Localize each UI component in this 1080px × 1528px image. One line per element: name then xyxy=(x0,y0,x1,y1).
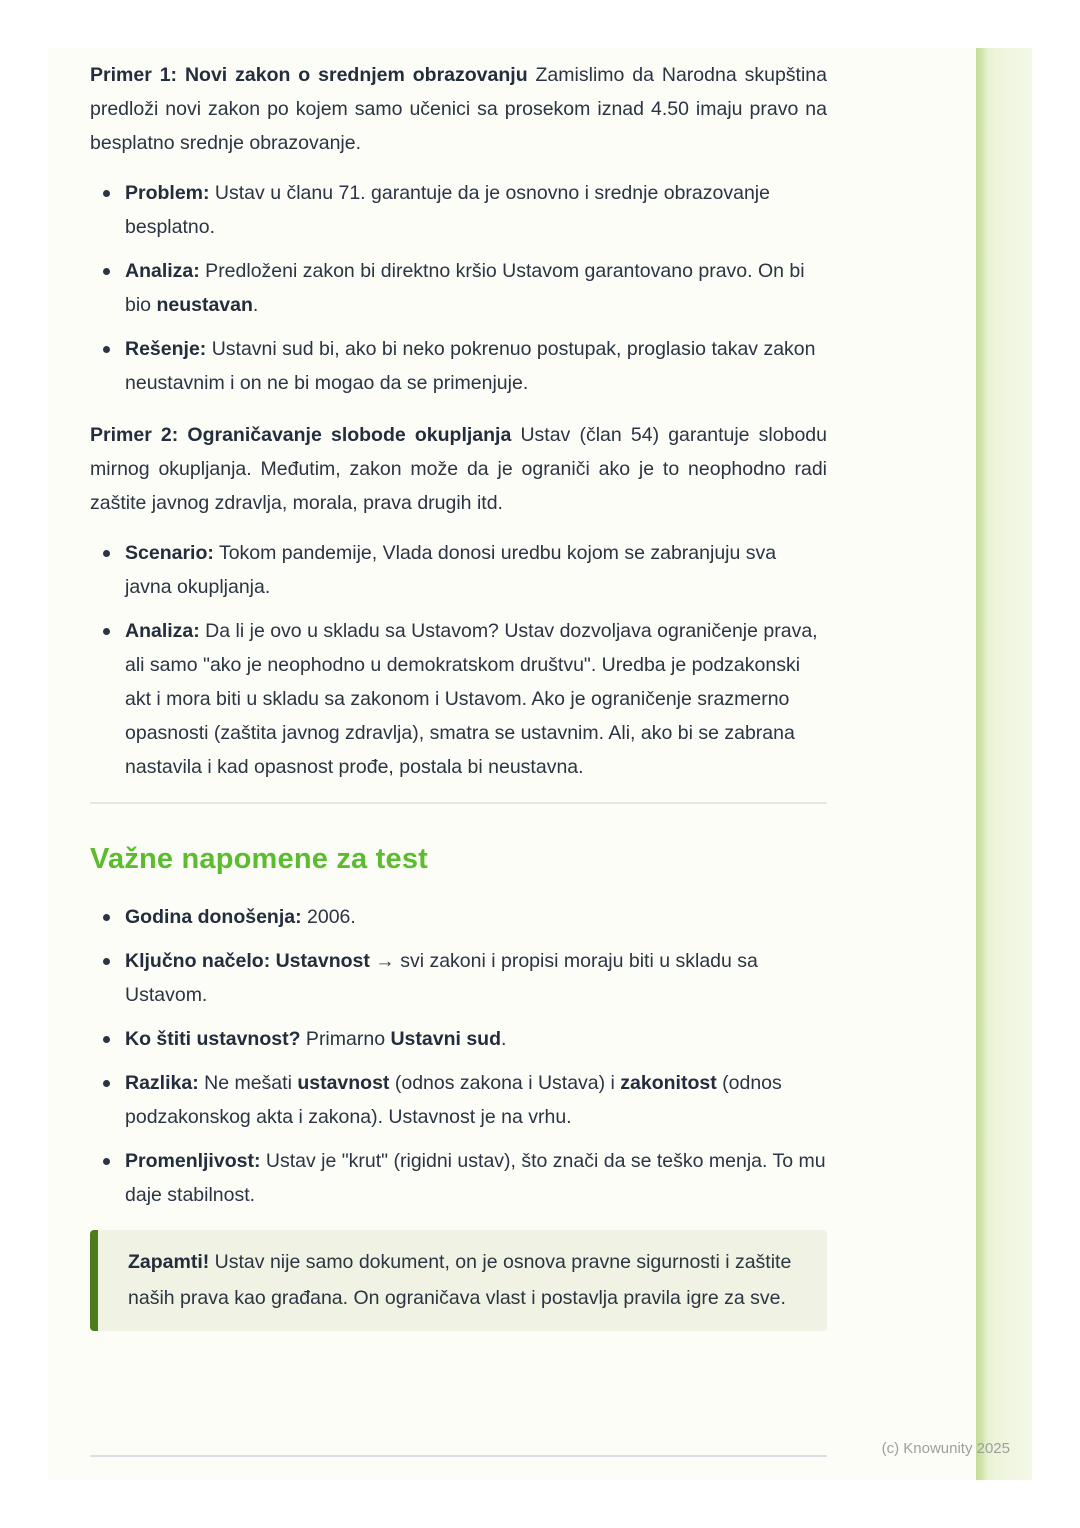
item-text: (odnos podzakonskog akta i zakona). Ustavnost je na vrhu. xyxy=(125,1072,782,1128)
bullet-list-notes xyxy=(90,900,827,1212)
primer1-lead-bold: Primer 1: Novi zakon o srednjem obrazovanju xyxy=(90,64,528,86)
item-text: Da li je ovo u skladu sa Ustavom? Ustav dozvoljava ograničenje prava, ali samo "ako je neophodno u demokratskom društvu". Uredba je podzakonski akt i mora biti u skladu sa zakonom i Ustavom. Ako je ograničenje srazmerno opasnosti (zaštita javnog zdravlja), smatra se ustavnim. Ali, ako bi se zabrana nastavila i kad opasnost prođe, postala bi neustavna. xyxy=(125,620,818,778)
callout-box xyxy=(90,1230,827,1331)
item-bold-word: neustavan xyxy=(156,294,253,316)
item-label: Problem: xyxy=(125,182,210,204)
bullet-list-primer2 xyxy=(90,536,827,784)
list-item xyxy=(90,614,827,784)
page-edge-strip xyxy=(976,48,1032,1480)
document-content xyxy=(90,58,827,1331)
bullet-icon xyxy=(103,628,110,635)
primer1-lead-text: Zamislimo da Narodna skupština predloži novi zakon po kojem samo učenici sa prosekom iznad 4.50 imaju pravo na besplatno srednje obrazovanje. xyxy=(90,64,827,154)
primer2-lead-text: Ustav (član 54) garantuje slobodu mirnog okupljanja. Međutim, zakon može da je ograniči ako je to neophodno radi zaštite javnog zdravlja, morala, prava drugih itd. xyxy=(90,424,827,514)
item-label: Rešenje: xyxy=(125,338,207,360)
bullet-icon xyxy=(103,1158,110,1165)
item-text: Primarno xyxy=(300,1028,391,1050)
list-item xyxy=(90,1022,827,1056)
bullet-icon xyxy=(103,550,110,557)
bullet-icon xyxy=(103,914,110,921)
list-item xyxy=(90,332,827,400)
notes-heading: Važne napomene za test xyxy=(90,843,429,875)
item-text: Ne mešati xyxy=(198,1072,298,1094)
callout-text: Ustav nije samo dokument, on je osnova pravne sigurnosti i zaštite naših prava kao građana. On ograničava vlast i postavlja pravila igre za sve. xyxy=(128,1251,792,1309)
bullet-icon xyxy=(103,958,110,965)
item-label: Analiza: xyxy=(125,260,200,282)
item-text: (odnos zakona i Ustava) i xyxy=(389,1072,621,1094)
copyright-footer: (c) Knowunity 2025 xyxy=(881,1440,1010,1457)
list-item xyxy=(90,254,827,322)
item-label: Razlika: xyxy=(125,1072,199,1094)
item-text: → svi zakoni i propisi moraju biti u skladu sa Ustavom. xyxy=(125,950,758,1006)
item-label: Godina donošenja: xyxy=(125,906,302,928)
bullet-icon xyxy=(103,346,110,353)
item-bold-word: zakonitost xyxy=(620,1072,717,1094)
item-text: Tokom pandemije, Vlada donosi uredbu kojom se zabranjuju sva javna okupljanja. xyxy=(125,542,777,598)
item-bold-word: ustavnost xyxy=(297,1072,390,1094)
item-label: Analiza: xyxy=(125,620,200,642)
list-item xyxy=(90,176,827,244)
bullet-icon xyxy=(103,190,110,197)
item-text: 2006. xyxy=(301,906,356,928)
list-item xyxy=(90,944,827,1012)
list-item xyxy=(90,1144,827,1212)
paragraph-primer2 xyxy=(90,418,827,520)
list-item xyxy=(90,1066,827,1134)
item-label: Promenljivost: xyxy=(125,1150,261,1172)
item-label: Scenario: xyxy=(125,542,214,564)
bullet-icon xyxy=(103,268,110,275)
bullet-icon xyxy=(103,1080,110,1087)
list-item xyxy=(90,536,827,604)
item-label: Ključno načelo: Ustavnost xyxy=(125,950,370,972)
callout-label: Zapamti! xyxy=(128,1251,210,1273)
item-label: Ko štiti ustavnost? xyxy=(125,1028,301,1050)
primer2-lead-bold: Primer 2: Ograničavanje slobode okupljanja xyxy=(90,424,512,446)
item-bold-word: Ustavni sud xyxy=(390,1028,501,1050)
item-text: Predloženi zakon bi direktno kršio Ustavom garantovano pravo. On bi bio xyxy=(125,260,805,316)
document-page xyxy=(48,48,1032,1480)
bottom-divider xyxy=(90,1455,827,1457)
item-text: . xyxy=(252,294,259,316)
bullet-list-primer1 xyxy=(90,176,827,400)
section-divider xyxy=(90,802,827,804)
item-text: Ustav je "krut" (rigidni ustav), što znači da se teško menja. To mu daje stabilnost. xyxy=(125,1150,826,1206)
list-item xyxy=(90,900,827,934)
item-text: . xyxy=(501,1028,507,1050)
item-text: Ustavni sud bi, ako bi neko pokrenuo postupak, proglasio takav zakon neustavnim i on ne bi mogao da se primenjuje. xyxy=(125,338,816,394)
bullet-icon xyxy=(103,1036,110,1043)
item-text: Ustav u članu 71. garantuje da je osnovno i srednje obrazovanje besplatno. xyxy=(125,182,770,238)
paragraph-primer1 xyxy=(90,58,827,160)
